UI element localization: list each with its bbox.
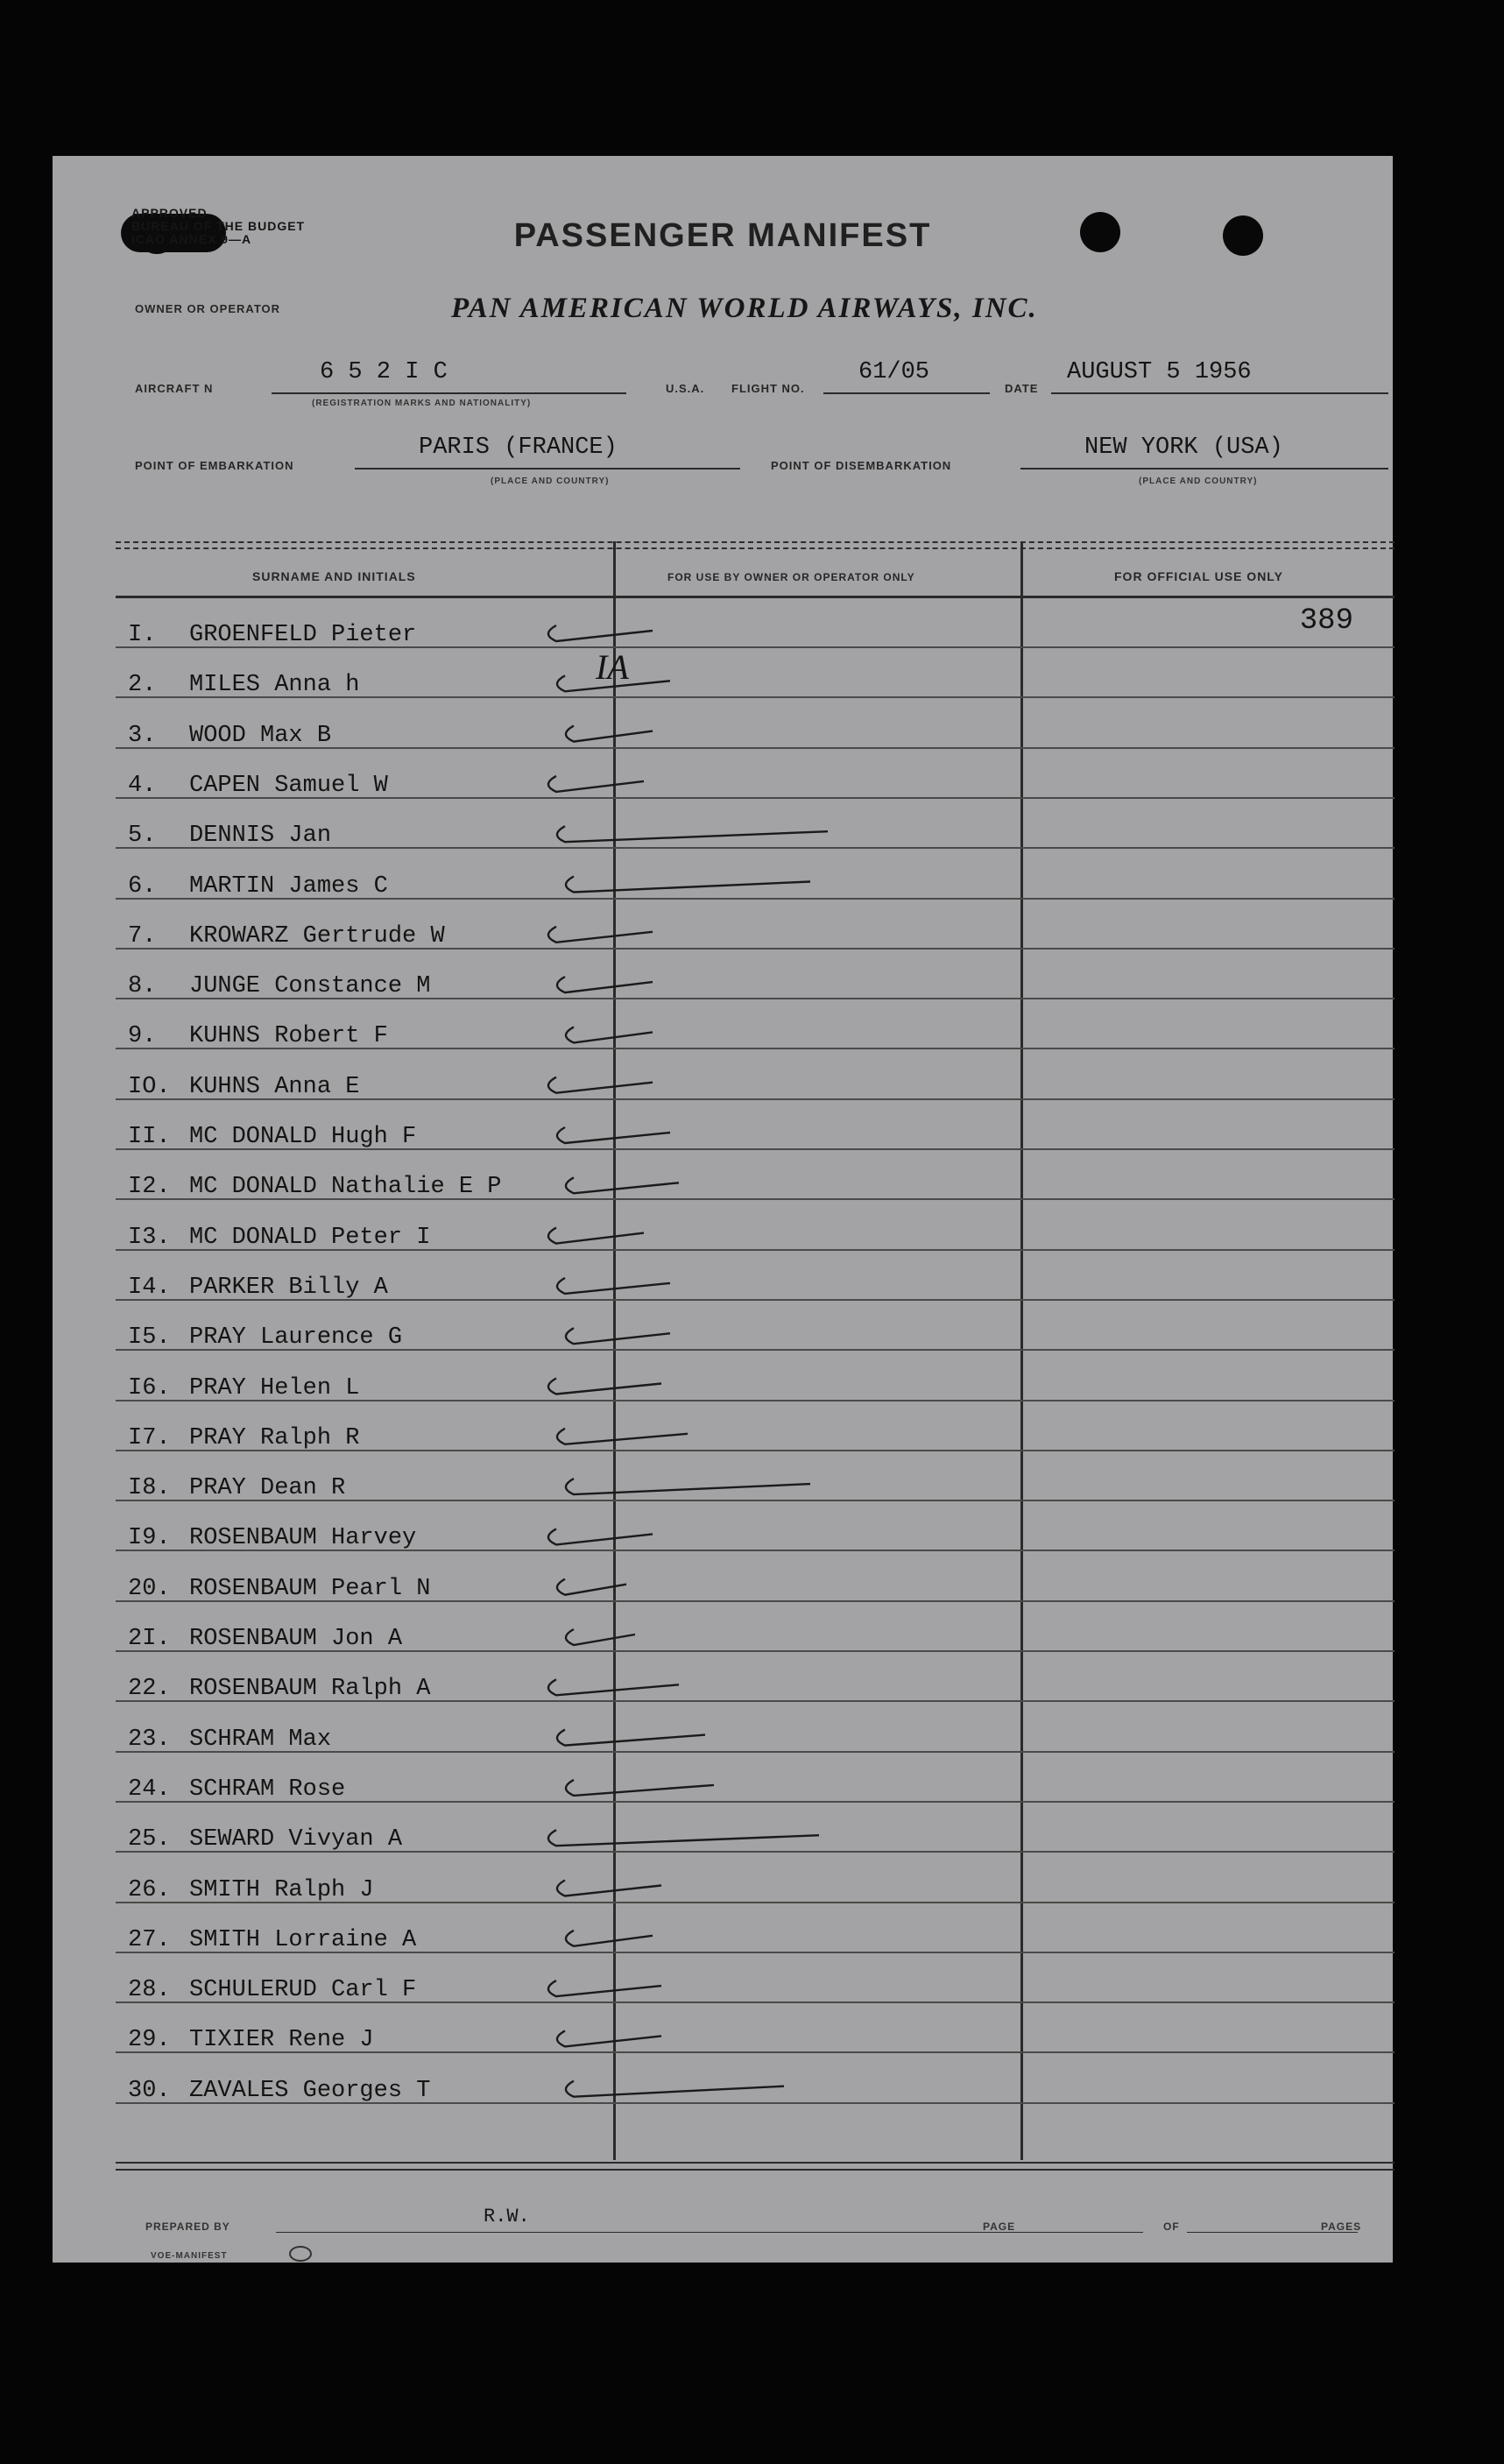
check-mark (548, 927, 653, 943)
check-mark (557, 977, 653, 992)
passenger-name: MILES Anna h (189, 672, 360, 699)
prepared-label: PREPARED BY (145, 2220, 230, 2233)
check-mark (566, 1328, 670, 1344)
aircraft-sublabel: (REGISTRATION MARKS AND NATIONALITY) (312, 399, 532, 408)
flight-value: 61/05 (858, 359, 930, 385)
disembark-value: NEW YORK (USA) (1084, 434, 1283, 461)
passenger-name: SMITH Ralph J (189, 1876, 374, 1903)
check-mark (557, 1730, 705, 1746)
manifest-sheet (53, 156, 1393, 2263)
check-mark (566, 1177, 679, 1193)
check-mark (566, 726, 653, 742)
check-mark (557, 826, 828, 842)
date-label: DATE (1005, 382, 1039, 395)
passenger-number: 20. (128, 1575, 171, 1602)
passenger-number: 8. (128, 973, 157, 1000)
embark-sublabel: (PLACE AND COUNTRY) (491, 477, 610, 486)
passenger-number: 2. (128, 672, 157, 699)
passenger-name: MARTIN James C (189, 872, 388, 900)
passenger-number: I4. (128, 1274, 171, 1301)
check-marks (53, 156, 1393, 2263)
passenger-name: MC DONALD Nathalie E P (189, 1174, 502, 1201)
pages-label: PAGES (1321, 2220, 1362, 2233)
check-mark (566, 2081, 784, 2097)
page-title: PASSENGER MANIFEST (513, 217, 932, 254)
table-bottom-line-2 (116, 2169, 1395, 2171)
table-bottom-line-1 (116, 2162, 1395, 2164)
check-mark (566, 1479, 810, 1494)
passenger-number: 26. (128, 1876, 171, 1903)
flight-label: FLIGHT NO. (731, 382, 805, 395)
passenger-name: PRAY Dean R (189, 1475, 346, 1502)
aircraft-value: 6 5 2 I C (320, 359, 448, 385)
passenger-number: 3. (128, 722, 157, 749)
check-mark (557, 1127, 670, 1143)
check-mark (548, 1379, 661, 1394)
passenger-name: SEWARD Vivyan A (189, 1826, 403, 1853)
union-bug-icon (289, 2246, 312, 2262)
aircraft-label: AIRCRAFT N (135, 382, 214, 395)
passenger-name: SCHRAM Max (189, 1726, 332, 1753)
disembark-label: POINT OF DISEMBARKATION (771, 459, 952, 472)
passenger-name: PARKER Billy A (189, 1274, 388, 1301)
embark-value: PARIS (FRANCE) (419, 434, 618, 461)
passenger-number: I7. (128, 1424, 171, 1451)
check-mark (548, 1679, 679, 1695)
check-mark (557, 1429, 688, 1444)
official-number: 389 (1299, 604, 1353, 638)
passenger-name: ROSENBAUM Ralph A (189, 1676, 431, 1703)
check-mark (566, 1780, 714, 1796)
check-mark (566, 1027, 653, 1042)
passenger-name: DENNIS Jan (189, 823, 332, 850)
passenger-number: 22. (128, 1676, 171, 1703)
check-mark (557, 675, 670, 691)
disembark-sublabel: (PLACE AND COUNTRY) (1139, 477, 1258, 486)
check-mark (548, 1077, 653, 1093)
page-underline (1020, 2232, 1143, 2233)
operator-mark: IA (596, 647, 629, 687)
check-mark (548, 776, 644, 792)
embark-label: POINT OF EMBARKATION (135, 459, 294, 472)
check-mark (566, 877, 810, 893)
passenger-name: PRAY Helen L (189, 1374, 360, 1401)
passenger-number: I. (128, 622, 157, 648)
passenger-number: 4. (128, 772, 157, 799)
owner-value: PAN AMERICAN WORLD AIRWAYS, INC. (451, 293, 1038, 324)
check-mark (557, 1278, 670, 1294)
passenger-number: II. (128, 1124, 171, 1150)
passenger-number: IO. (128, 1073, 171, 1100)
passenger-name: WOOD Max B (189, 722, 332, 749)
owner-label: OWNER OR OPERATOR (135, 302, 281, 315)
passenger-number: I6. (128, 1374, 171, 1401)
passenger-number: 23. (128, 1726, 171, 1753)
passenger-number: 7. (128, 922, 157, 950)
check-mark (548, 1830, 819, 1846)
passenger-name: SCHRAM Rose (189, 1776, 346, 1803)
stamp-text: APPROVED BUREAU OF THE BUDGET ICAO ANNEX 9—A (131, 206, 306, 246)
passenger-name: ZAVALES Georges T (189, 2077, 431, 2104)
passenger-number: I9. (128, 1525, 171, 1552)
passenger-name: MC DONALD Peter I (189, 1224, 431, 1251)
passenger-number: 30. (128, 2077, 171, 2104)
passenger-name: MC DONALD Hugh F (189, 1124, 417, 1150)
column-official: FOR OFFICIAL USE ONLY (1114, 569, 1283, 583)
passenger-number: 2I. (128, 1626, 171, 1652)
column-operator: FOR USE BY OWNER OR OPERATOR ONLY (667, 571, 915, 583)
passenger-number: 6. (128, 872, 157, 900)
prepared-underline (276, 2232, 1020, 2233)
passenger-number: 28. (128, 1977, 171, 2004)
passenger-number: 5. (128, 823, 157, 850)
passenger-name: PRAY Laurence G (189, 1324, 403, 1352)
passenger-name: KROWARZ Gertrude W (189, 922, 445, 950)
form-number: VOE-MANIFEST (151, 2251, 228, 2261)
check-mark (566, 1629, 635, 1645)
passenger-name: TIXIER Rene J (189, 2027, 374, 2054)
passenger-number: I2. (128, 1174, 171, 1201)
passenger-number: I3. (128, 1224, 171, 1251)
passenger-number: 9. (128, 1023, 157, 1050)
usa-label: U.S.A. (666, 382, 705, 395)
check-mark (548, 625, 653, 641)
check-mark (548, 1228, 644, 1244)
date-value: AUGUST 5 1956 (1067, 359, 1252, 385)
passenger-number: 27. (128, 1926, 171, 1953)
check-mark (557, 1579, 626, 1595)
check-mark (566, 1931, 653, 1946)
check-mark (557, 1881, 661, 1896)
passenger-name: JUNGE Constance M (189, 973, 431, 1000)
page-label: PAGE (983, 2220, 1016, 2233)
passenger-name: KUHNS Anna E (189, 1073, 360, 1100)
prepared-value: R.W. (484, 2206, 530, 2227)
passenger-name: ROSENBAUM Pearl N (189, 1575, 431, 1602)
passenger-number: 24. (128, 1776, 171, 1803)
passenger-name: SMITH Lorraine A (189, 1926, 417, 1953)
column-surname: SURNAME AND INITIALS (252, 569, 416, 583)
passenger-name: GROENFELD Pieter (189, 622, 417, 648)
check-mark (548, 1980, 661, 1996)
passenger-name: KUHNS Robert F (189, 1023, 388, 1050)
passenger-name: SCHULERUD Carl F (189, 1977, 417, 2004)
check-mark (548, 1529, 653, 1544)
passenger-name: ROSENBAUM Jon A (189, 1626, 403, 1652)
passenger-name: ROSENBAUM Harvey (189, 1525, 417, 1552)
passenger-number: I5. (128, 1324, 171, 1352)
passenger-number: I8. (128, 1475, 171, 1502)
passenger-name: CAPEN Samuel W (189, 772, 388, 799)
passenger-number: 29. (128, 2027, 171, 2054)
passenger-name: PRAY Ralph R (189, 1424, 360, 1451)
passenger-number: 25. (128, 1826, 171, 1853)
check-mark (557, 2030, 661, 2046)
of-label: OF (1163, 2220, 1180, 2233)
